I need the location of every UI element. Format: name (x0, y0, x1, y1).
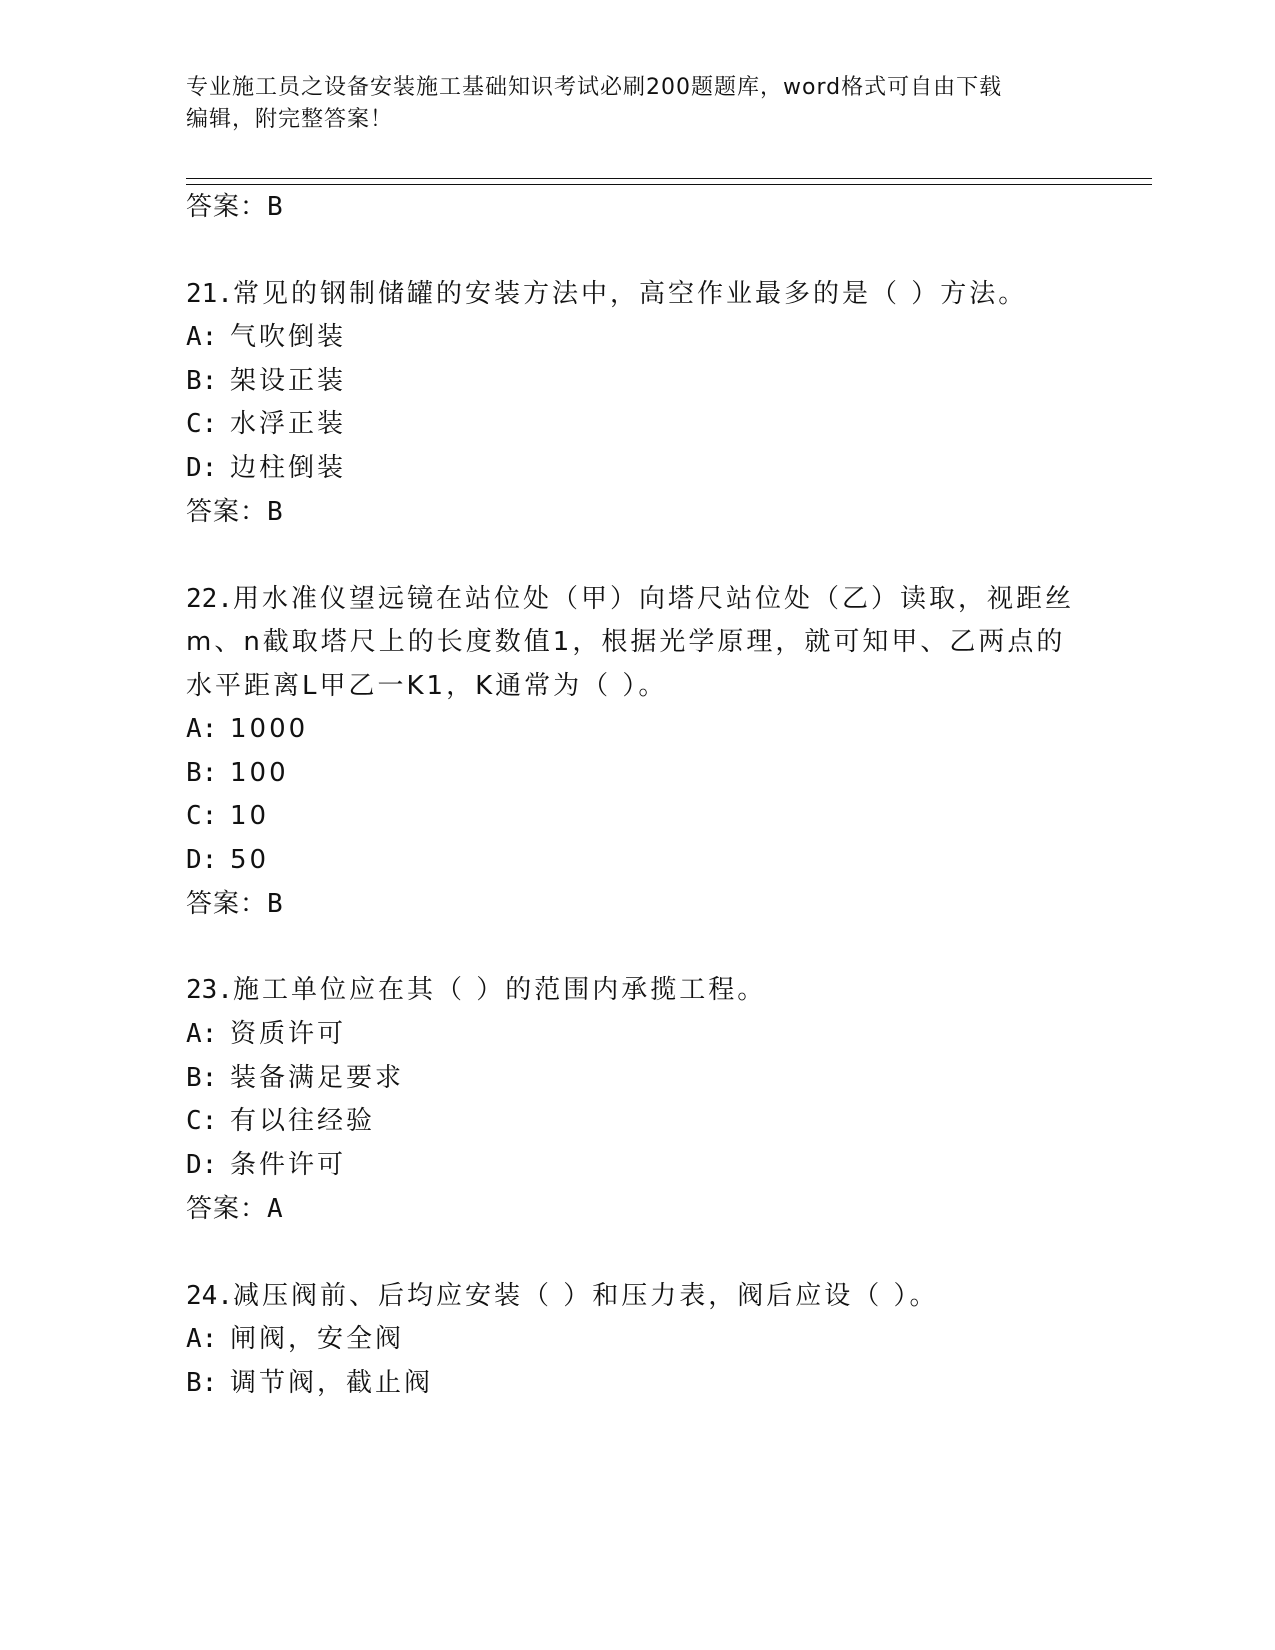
previous-question-answer (186, 190, 284, 224)
question-text: 施工单位应在其（ ）的范围内承揽工程。 (232, 975, 767, 1005)
question-stem-continued (186, 669, 667, 703)
answer-label: 答案： (186, 1194, 268, 1224)
question-answer (186, 1192, 284, 1226)
option-label: D: (186, 1150, 218, 1180)
question-answer (186, 495, 284, 529)
question-number: 23. (186, 975, 233, 1005)
question-text: 常见的钢制储罐的安装方法中，高空作业最多的是（ ）方法。 (232, 279, 1028, 309)
option-text: 装备满足要求 (230, 1063, 405, 1093)
option-c (186, 1104, 375, 1138)
option-label: B: (186, 1368, 218, 1398)
option-text: 资质许可 (230, 1019, 347, 1049)
option-b (186, 756, 289, 790)
option-text: 10 (230, 801, 270, 831)
question-text: 用水准仪望远镜在站位处（甲）向塔尺站位处（乙）读取，视距丝 (232, 584, 1074, 614)
option-label: C: (186, 1106, 218, 1136)
question-text: 水平距离L甲乙一K1，K通常为（ ）。 (186, 671, 668, 701)
question-text: 减压阀前、后均应安装（ ）和压力表，阀后应设（ ）。 (232, 1281, 939, 1311)
option-text: 闸阀，安全阀 (230, 1324, 405, 1354)
question-stem (186, 277, 1027, 311)
option-b (186, 1366, 433, 1400)
option-a (186, 712, 308, 746)
answer-value: B (267, 192, 284, 222)
question-stem (186, 973, 766, 1007)
header-title-line-2: 编辑，附完整答案！ (186, 107, 394, 132)
option-c (186, 799, 269, 833)
option-label: C: (186, 409, 218, 439)
option-text: 条件许可 (230, 1150, 347, 1180)
header-divider-bottom (186, 184, 1152, 185)
option-label: A: (186, 322, 218, 352)
option-d (186, 843, 269, 877)
option-text: 1000 (230, 714, 309, 744)
question-number: 21. (186, 279, 233, 309)
question-stem-continued (186, 625, 1065, 659)
option-text: 水浮正装 (230, 409, 347, 439)
answer-value: B (267, 889, 284, 919)
option-text: 气吹倒装 (230, 322, 347, 352)
option-a (186, 320, 346, 354)
header-divider-top (186, 178, 1152, 179)
option-text: 调节阀，截止阀 (230, 1368, 434, 1398)
option-text: 架设正装 (230, 366, 347, 396)
question-answer (186, 887, 284, 921)
question-number: 22. (186, 584, 233, 614)
option-label: A: (186, 1019, 218, 1049)
option-label: A: (186, 1324, 218, 1354)
answer-label: 答案： (186, 889, 268, 919)
option-b (186, 364, 346, 398)
answer-label: 答案： (186, 192, 268, 222)
document-header (186, 72, 1086, 136)
option-label: D: (186, 453, 218, 483)
option-label: B: (186, 758, 218, 788)
option-a (186, 1017, 346, 1051)
option-c (186, 407, 346, 441)
option-label: A: (186, 714, 218, 744)
question-number: 24. (186, 1281, 233, 1311)
option-text: 100 (230, 758, 289, 788)
option-d (186, 1148, 346, 1182)
question-text: m、n截取塔尺上的长度数值1，根据光学原理，就可知甲、乙两点的 (186, 627, 1066, 657)
question-stem (186, 582, 1074, 616)
option-b (186, 1061, 404, 1095)
option-label: B: (186, 366, 218, 396)
option-text: 边柱倒装 (230, 453, 347, 483)
option-label: D: (186, 845, 218, 875)
answer-value: B (267, 497, 284, 527)
option-a (186, 1322, 404, 1356)
option-text: 有以往经验 (230, 1106, 376, 1136)
question-stem (186, 1279, 939, 1313)
answer-value: A (267, 1194, 284, 1224)
option-d (186, 451, 346, 485)
option-text: 50 (230, 845, 270, 875)
header-title-line-1: 专业施工员之设备安装施工基础知识考试必刷200题题库，word格式可自由下载 (186, 75, 1003, 100)
option-label: B: (186, 1063, 218, 1093)
option-label: C: (186, 801, 218, 831)
answer-label: 答案： (186, 497, 268, 527)
